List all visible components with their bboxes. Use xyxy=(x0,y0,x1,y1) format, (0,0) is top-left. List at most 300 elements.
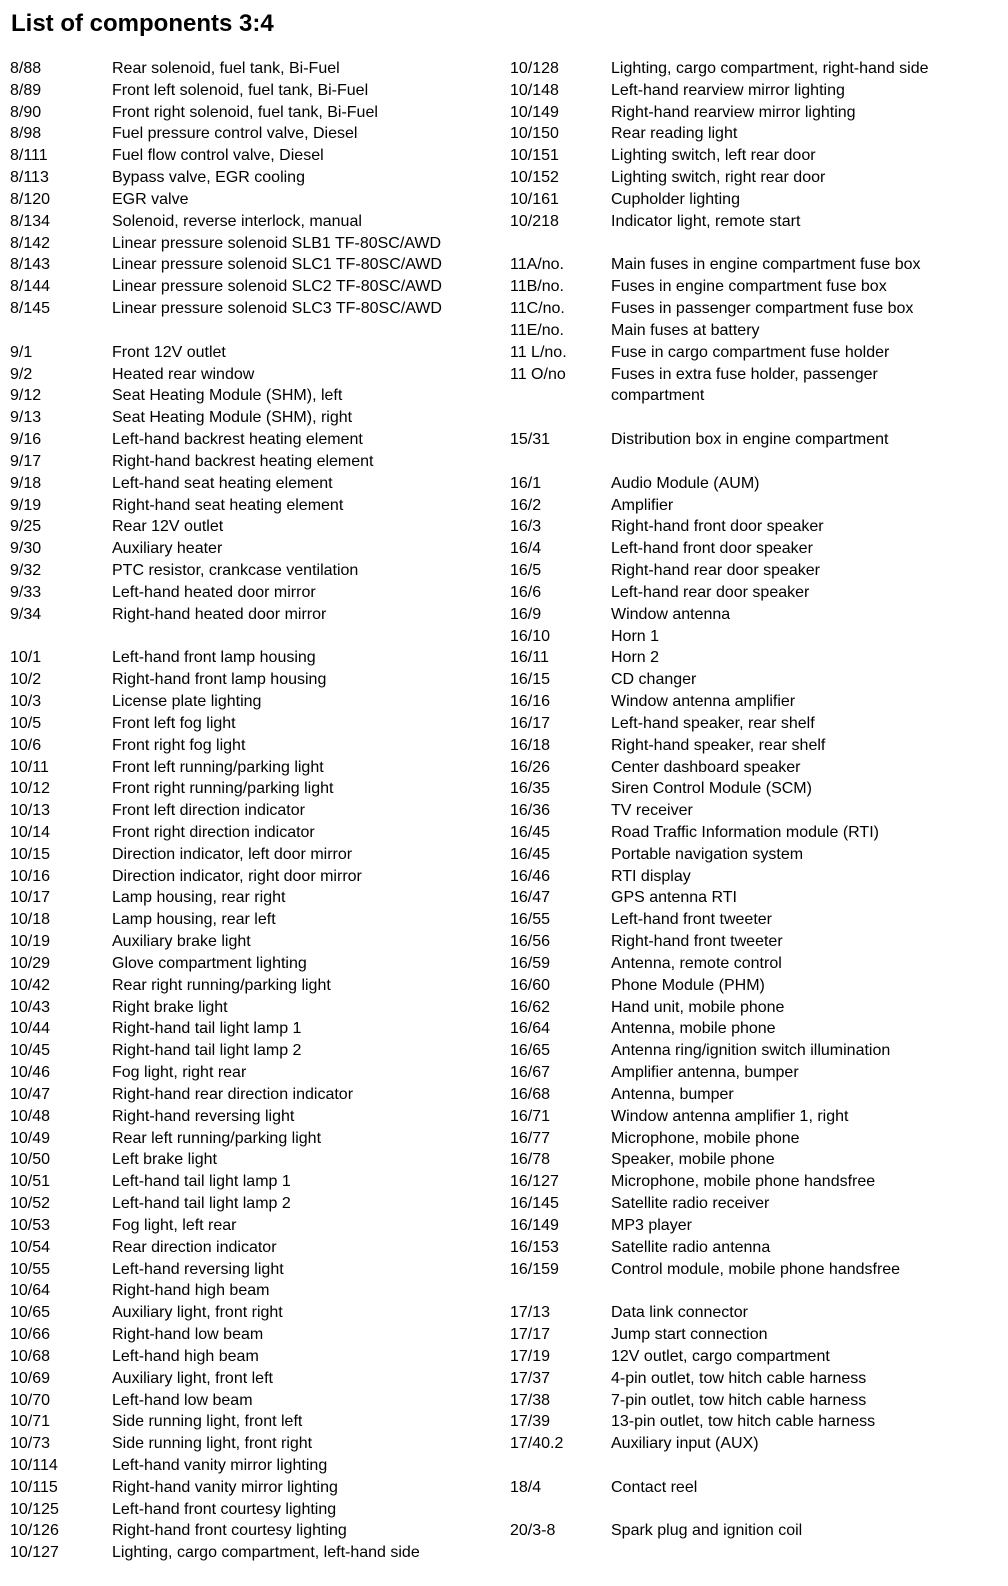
component-description: Left-hand front lamp housing xyxy=(112,649,316,667)
component-code: 10/11 xyxy=(10,758,49,776)
component-code: 8/120 xyxy=(10,190,51,208)
component-code: 8/145 xyxy=(10,300,51,318)
component-code: 11B/no. xyxy=(510,278,564,296)
component-code: 9/18 xyxy=(10,474,42,492)
component-code: 10/152 xyxy=(510,169,559,187)
component-code: 10/12 xyxy=(10,780,51,798)
component-row xyxy=(510,516,1000,538)
component-description: Jump start connection xyxy=(611,1326,768,1344)
component-description: Rear left running/parking light xyxy=(112,1129,322,1147)
component-description: Horn 2 xyxy=(611,649,660,667)
component-row xyxy=(10,1411,500,1433)
component-row xyxy=(510,211,1000,233)
component-description: Fog light, right rear xyxy=(112,1064,247,1082)
component-row xyxy=(510,123,1000,145)
component-row xyxy=(510,975,1000,997)
component-code: 10/51 xyxy=(10,1173,51,1191)
component-row xyxy=(10,887,500,909)
component-row xyxy=(510,276,1000,298)
component-description: Antenna, remote control xyxy=(611,954,782,972)
component-code: 10/149 xyxy=(510,103,559,121)
component-row xyxy=(510,145,1000,167)
component-code: 10/42 xyxy=(10,976,51,994)
component-description: Right-hand front door speaker xyxy=(611,518,824,536)
component-row xyxy=(510,1149,1000,1171)
component-description: Linear pressure solenoid SLC2 TF-80SC/AWD xyxy=(112,278,442,296)
component-description: Left-hand front tweeter xyxy=(611,911,772,929)
component-row xyxy=(10,1106,500,1128)
component-description: Lighting switch, right rear door xyxy=(611,169,826,187)
component-code: 9/17 xyxy=(10,452,42,470)
component-description: Right-hand high beam xyxy=(112,1282,270,1300)
component-description: Siren Control Module (SCM) xyxy=(611,780,812,798)
component-code: 16/68 xyxy=(510,1085,551,1103)
component-code: 9/13 xyxy=(10,409,42,427)
component-description: Lighting, cargo compartment, left-hand side xyxy=(112,1544,420,1562)
component-description: Auxiliary heater xyxy=(112,540,223,558)
component-row xyxy=(10,80,500,102)
component-description: Main fuses in engine compartment fuse box xyxy=(611,256,921,274)
component-description: Spark plug and ignition coil xyxy=(611,1522,803,1540)
component-row xyxy=(510,429,1000,451)
component-code: 10/2 xyxy=(10,671,42,689)
component-code: 10/29 xyxy=(10,954,51,972)
component-row xyxy=(510,451,1000,473)
component-row xyxy=(10,298,500,320)
component-description: Rear solenoid, fuel tank, Bi-Fuel xyxy=(112,60,340,77)
component-code: 16/4 xyxy=(510,540,542,558)
component-code: 10/15 xyxy=(10,845,51,863)
component-row xyxy=(10,778,500,800)
component-description: Right-hand rearview mirror lighting xyxy=(611,103,856,121)
component-row xyxy=(510,604,1000,626)
component-row xyxy=(10,604,500,626)
component-description: Indicator light, remote start xyxy=(611,212,801,230)
component-description: Left-hand heated door mirror xyxy=(112,583,316,601)
component-row xyxy=(10,145,500,167)
component-code: 16/65 xyxy=(510,1042,551,1060)
component-row xyxy=(10,582,500,604)
component-row xyxy=(510,887,1000,909)
component-description: Right-hand tail light lamp 2 xyxy=(112,1042,302,1060)
component-code: 16/159 xyxy=(510,1260,559,1278)
component-code: 10/148 xyxy=(510,81,559,99)
component-description: Left-hand speaker, rear shelf xyxy=(611,714,815,732)
component-description: Auxiliary light, front right xyxy=(112,1304,283,1322)
component-code: 16/64 xyxy=(510,1020,551,1038)
component-code: 20/3-8 xyxy=(510,1522,556,1540)
component-description: Left-hand rear door speaker xyxy=(611,583,810,601)
component-row xyxy=(10,1062,500,1084)
component-row xyxy=(510,647,1000,669)
component-description: License plate lighting xyxy=(112,693,262,711)
component-description: Front left fog light xyxy=(112,714,236,732)
component-description: Fog light, left rear xyxy=(112,1216,237,1234)
component-code: 16/78 xyxy=(510,1151,551,1169)
component-row xyxy=(10,516,500,538)
component-code: 10/50 xyxy=(10,1151,51,1169)
component-code: 16/77 xyxy=(510,1129,551,1147)
component-description: EGR valve xyxy=(112,190,189,208)
component-code: 8/88 xyxy=(10,60,42,77)
component-description: Microphone, mobile phone xyxy=(611,1129,800,1147)
component-row xyxy=(10,429,500,451)
component-row xyxy=(10,211,500,233)
component-code: 10/114 xyxy=(10,1457,58,1474)
component-code: 11C/no. xyxy=(510,300,565,318)
component-row xyxy=(510,1040,1000,1062)
component-code: 10/52 xyxy=(10,1195,51,1213)
component-code: 8/89 xyxy=(10,81,42,99)
component-description: Front left solenoid, fuel tank, Bi-Fuel xyxy=(112,81,369,99)
component-row xyxy=(10,844,500,866)
component-row xyxy=(510,560,1000,582)
component-row xyxy=(510,800,1000,822)
component-code: 10/48 xyxy=(10,1107,51,1125)
component-row xyxy=(10,669,500,691)
component-row xyxy=(510,1280,1000,1302)
component-description: Left-hand front courtesy lighting xyxy=(112,1500,337,1518)
component-row xyxy=(10,1215,500,1237)
component-row xyxy=(510,822,1000,844)
component-row xyxy=(10,931,500,953)
component-row xyxy=(10,167,500,189)
component-row xyxy=(510,1018,1000,1040)
component-row xyxy=(510,364,1000,386)
component-row xyxy=(10,1455,500,1477)
component-code: 16/67 xyxy=(510,1064,551,1082)
component-description: Front 12V outlet xyxy=(112,343,226,361)
component-code: 9/1 xyxy=(10,343,33,361)
component-code: 8/144 xyxy=(10,278,51,296)
component-row xyxy=(510,1499,1000,1521)
component-row xyxy=(10,757,500,779)
component-row xyxy=(510,1193,1000,1215)
component-row xyxy=(10,626,500,648)
component-code: 18/4 xyxy=(510,1478,542,1496)
component-code: 10/5 xyxy=(10,714,42,732)
component-row xyxy=(510,757,1000,779)
component-code: 16/6 xyxy=(510,583,542,601)
component-code: 10/71 xyxy=(10,1413,51,1431)
component-row xyxy=(10,1368,500,1390)
component-code: 16/1 xyxy=(510,474,542,492)
component-code: 16/127 xyxy=(510,1173,559,1191)
component-code: 10/17 xyxy=(10,889,51,907)
component-code: 11 L/no. xyxy=(510,343,567,361)
component-description: Phone Module (PHM) xyxy=(611,976,765,994)
component-row xyxy=(510,189,1000,211)
component-description: Solenoid, reverse interlock, manual xyxy=(112,212,362,230)
component-row xyxy=(10,953,500,975)
component-description: Data link connector xyxy=(611,1304,748,1322)
component-description: Hand unit, mobile phone xyxy=(611,998,785,1016)
component-code: 16/46 xyxy=(510,867,551,885)
component-description: Rear right running/parking light xyxy=(112,976,331,994)
component-description: Right-hand speaker, rear shelf xyxy=(611,736,826,754)
component-row xyxy=(10,102,500,124)
component-code: 16/5 xyxy=(510,562,542,580)
component-code: 9/30 xyxy=(10,540,42,558)
component-code: 16/35 xyxy=(510,780,551,798)
component-description: Right-hand seat heating element xyxy=(112,496,344,514)
component-row xyxy=(510,778,1000,800)
component-description: Seat Heating Module (SHM), left xyxy=(112,387,343,405)
component-row xyxy=(510,1128,1000,1150)
component-row xyxy=(10,1520,500,1542)
component-code: 9/32 xyxy=(10,562,42,580)
component-row xyxy=(510,1237,1000,1259)
component-row xyxy=(510,58,1000,80)
component-row xyxy=(10,254,500,276)
component-code: 16/56 xyxy=(510,933,551,951)
component-row xyxy=(510,1302,1000,1324)
component-description: Right-hand rear direction indicator xyxy=(112,1085,354,1103)
component-description: Right-hand front lamp housing xyxy=(112,671,327,689)
component-row xyxy=(510,909,1000,931)
component-code: 8/113 xyxy=(10,169,49,187)
component-code: 9/19 xyxy=(10,496,42,514)
component-code: 16/71 xyxy=(510,1107,551,1125)
component-code: 9/16 xyxy=(10,431,42,449)
components-list-right xyxy=(510,58,1000,1542)
component-row xyxy=(510,1346,1000,1368)
component-row xyxy=(510,1171,1000,1193)
component-row xyxy=(10,691,500,713)
component-row xyxy=(10,276,500,298)
component-row xyxy=(10,1149,500,1171)
component-code: 8/142 xyxy=(10,234,51,252)
component-code: 8/111 xyxy=(10,147,48,165)
component-code: 16/153 xyxy=(510,1238,559,1256)
component-code: 10/125 xyxy=(10,1500,59,1518)
component-row xyxy=(10,1040,500,1062)
component-row xyxy=(10,713,500,735)
component-row xyxy=(510,1520,1000,1542)
component-code: 10/127 xyxy=(10,1544,59,1562)
component-code: 9/2 xyxy=(10,365,33,383)
component-description: Cupholder lighting xyxy=(611,190,740,208)
component-row xyxy=(510,538,1000,560)
component-description: Left-hand high beam xyxy=(112,1347,259,1365)
component-code: 10/70 xyxy=(10,1391,51,1409)
component-code: 10/45 xyxy=(10,1042,51,1060)
component-row xyxy=(10,1499,500,1521)
component-row xyxy=(10,1259,500,1281)
component-code: 10/151 xyxy=(510,147,559,165)
component-code: 10/16 xyxy=(10,867,51,885)
component-row xyxy=(10,866,500,888)
component-row xyxy=(510,1062,1000,1084)
component-description: Audio Module (AUM) xyxy=(611,474,760,492)
component-code: 9/25 xyxy=(10,518,42,536)
component-description: Antenna, bumper xyxy=(611,1085,734,1103)
component-code: 10/44 xyxy=(10,1020,51,1038)
component-code: 16/145 xyxy=(510,1195,559,1213)
component-row xyxy=(10,909,500,931)
component-code: 10/126 xyxy=(10,1522,59,1540)
component-description: 13-pin outlet, tow hitch cable harness xyxy=(611,1413,876,1431)
component-row xyxy=(510,1259,1000,1281)
component-code: 10/64 xyxy=(10,1282,51,1300)
component-code: 10/65 xyxy=(10,1304,51,1322)
component-description: Fuse in cargo compartment fuse holder xyxy=(611,343,890,361)
component-description: Front left running/parking light xyxy=(112,758,324,776)
component-description: Front left direction indicator xyxy=(112,802,305,820)
component-row xyxy=(10,320,500,342)
component-description: Front right solenoid, fuel tank, Bi-Fuel xyxy=(112,103,378,121)
component-code: 10/3 xyxy=(10,693,42,711)
component-code: 10/1 xyxy=(10,649,42,667)
component-description: Left-hand low beam xyxy=(112,1391,253,1409)
component-row xyxy=(510,1477,1000,1499)
component-code: 16/60 xyxy=(510,976,551,994)
component-row xyxy=(10,560,500,582)
component-description: Rear 12V outlet xyxy=(112,518,224,536)
component-row xyxy=(510,582,1000,604)
component-row xyxy=(10,1237,500,1259)
component-row xyxy=(10,233,500,255)
component-row xyxy=(510,167,1000,189)
component-row xyxy=(510,342,1000,364)
component-code: 16/3 xyxy=(510,518,542,536)
component-code: 16/149 xyxy=(510,1216,559,1234)
component-row xyxy=(510,1411,1000,1433)
component-row xyxy=(510,866,1000,888)
component-description: Window antenna amplifier 1, right xyxy=(611,1107,849,1125)
component-code: 10/6 xyxy=(10,736,42,754)
component-description: Right-hand low beam xyxy=(112,1326,264,1344)
component-code: 11 O/no xyxy=(510,365,566,383)
component-row xyxy=(10,451,500,473)
component-description: Antenna, mobile phone xyxy=(611,1020,776,1038)
component-row xyxy=(510,385,1000,407)
component-row xyxy=(10,1018,500,1040)
component-row xyxy=(510,1433,1000,1455)
component-description: Portable navigation system xyxy=(611,845,804,863)
component-description: Lamp housing, rear right xyxy=(112,889,286,907)
component-row xyxy=(510,473,1000,495)
component-row xyxy=(510,1390,1000,1412)
component-description: Fuel pressure control valve, Diesel xyxy=(112,125,358,143)
component-code: 10/218 xyxy=(510,212,559,230)
component-row xyxy=(510,1084,1000,1106)
component-row xyxy=(10,997,500,1019)
component-row xyxy=(510,735,1000,757)
component-description: Right-hand front tweeter xyxy=(611,933,783,951)
component-description: Right-hand front courtesy lighting xyxy=(112,1522,347,1540)
component-description: Microphone, mobile phone handsfree xyxy=(611,1173,876,1191)
component-description: Seat Heating Module (SHM), right xyxy=(112,409,353,427)
component-description: Antenna ring/ignition switch illumination xyxy=(611,1042,891,1060)
component-code: 10/69 xyxy=(10,1369,51,1387)
component-row xyxy=(510,1324,1000,1346)
component-description: Left-hand seat heating element xyxy=(112,474,333,492)
component-row xyxy=(510,713,1000,735)
component-description: Lighting, cargo compartment, right-hand side xyxy=(611,60,929,77)
component-code: 11E/no. xyxy=(510,321,564,339)
component-description: Glove compartment lighting xyxy=(112,954,307,972)
component-row xyxy=(10,1280,500,1302)
component-code: 17/40.2 xyxy=(510,1435,564,1453)
component-row xyxy=(10,473,500,495)
component-description: Contact reel xyxy=(611,1478,698,1496)
component-description: RTI display xyxy=(611,867,691,885)
component-description: Road Traffic Information module (RTI) xyxy=(611,823,879,841)
component-code: 17/37 xyxy=(510,1369,551,1387)
component-code: 10/150 xyxy=(510,125,559,143)
component-code: 10/128 xyxy=(510,60,559,77)
component-row xyxy=(10,407,500,429)
component-description: Control module, mobile phone handsfree xyxy=(611,1260,901,1278)
component-code: 16/15 xyxy=(510,671,551,689)
component-code: 9/33 xyxy=(10,583,42,601)
component-row xyxy=(10,1302,500,1324)
component-description: Rear reading light xyxy=(611,125,738,143)
component-code: 16/36 xyxy=(510,802,551,820)
component-code: 10/161 xyxy=(510,190,559,208)
component-row xyxy=(510,80,1000,102)
component-description: compartment xyxy=(611,387,705,405)
component-row xyxy=(10,123,500,145)
components-list-left xyxy=(10,58,500,1564)
component-row xyxy=(10,1390,500,1412)
component-row xyxy=(510,669,1000,691)
component-row xyxy=(510,931,1000,953)
component-row xyxy=(10,385,500,407)
component-code: 8/143 xyxy=(10,256,51,274)
component-code: 16/55 xyxy=(510,911,551,929)
component-row xyxy=(10,364,500,386)
component-code: 10/43 xyxy=(10,998,51,1016)
component-code: 10/19 xyxy=(10,933,51,951)
component-row xyxy=(10,975,500,997)
component-description: Distribution box in engine compartment xyxy=(611,431,889,449)
component-code: 16/26 xyxy=(510,758,551,776)
component-description: Center dashboard speaker xyxy=(611,758,801,776)
component-description: Window antenna amplifier xyxy=(611,693,796,711)
component-code: 10/73 xyxy=(10,1435,51,1453)
component-description: Left-hand backrest heating element xyxy=(112,431,363,449)
component-code: 16/9 xyxy=(510,605,542,623)
component-code: 10/46 xyxy=(10,1064,51,1082)
component-row xyxy=(10,822,500,844)
component-row xyxy=(510,1455,1000,1477)
component-description: Right-hand reversing light xyxy=(112,1107,295,1125)
component-code: 16/59 xyxy=(510,954,551,972)
component-row xyxy=(510,298,1000,320)
component-code: 9/34 xyxy=(10,605,42,623)
component-row xyxy=(510,1106,1000,1128)
component-description: Main fuses at battery xyxy=(611,321,760,339)
component-description: Right brake light xyxy=(112,998,228,1016)
component-description: Auxiliary input (AUX) xyxy=(611,1435,759,1453)
component-description: Left-hand tail light lamp 1 xyxy=(112,1173,291,1191)
component-row xyxy=(510,102,1000,124)
component-description: Left-hand rearview mirror lighting xyxy=(611,81,845,99)
component-description: Direction indicator, left door mirror xyxy=(112,845,353,863)
component-description: Side running light, front right xyxy=(112,1435,313,1453)
component-description: Heated rear window xyxy=(112,365,255,383)
component-description: Satellite radio antenna xyxy=(611,1238,771,1256)
component-description: Speaker, mobile phone xyxy=(611,1151,775,1169)
component-description: Front right direction indicator xyxy=(112,823,315,841)
component-description: Linear pressure solenoid SLB1 TF-80SC/AWD xyxy=(112,234,442,252)
component-code: 16/62 xyxy=(510,998,551,1016)
component-code: 16/45 xyxy=(510,823,551,841)
component-code: 10/53 xyxy=(10,1216,51,1234)
component-code: 10/49 xyxy=(10,1129,51,1147)
